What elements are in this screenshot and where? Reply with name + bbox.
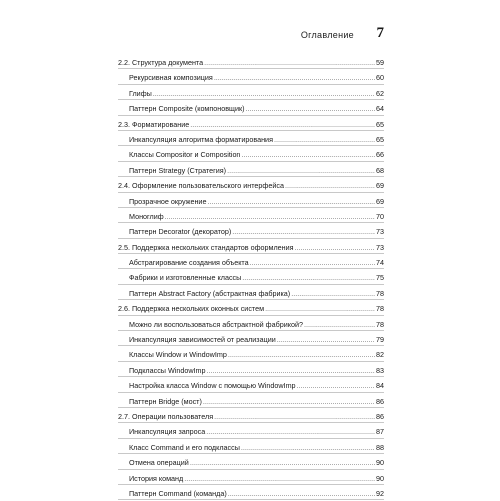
toc-subsection-entry <box>118 486 384 501</box>
toc-entry-title: Настройка класса Window с помощью WindowImp <box>129 381 296 391</box>
toc-subsection-entry <box>118 101 384 116</box>
toc-leader-dots <box>190 117 375 132</box>
toc-entry-title: Прозрачное окружение <box>129 196 207 206</box>
toc-subsection-entry <box>118 163 384 178</box>
toc-entry-page: 68 <box>376 165 384 175</box>
toc-subsection-entry <box>118 86 384 101</box>
toc-entry-title: Фабрики и изготовленные классы <box>129 273 242 283</box>
toc-section-entry <box>118 55 384 70</box>
toc-entry-page: 78 <box>376 319 384 329</box>
toc-entry-title: 2.3. Форматирование <box>118 119 190 129</box>
toc-subsection-entry <box>118 194 384 209</box>
toc-entry-title: Моноглиф <box>129 211 164 221</box>
table-of-contents <box>118 55 384 501</box>
toc-entry-page: 73 <box>376 227 384 237</box>
toc-entry-page: 86 <box>376 411 384 421</box>
toc-entry-page: 65 <box>376 134 384 144</box>
toc-entry-title: Подклассы WindowImp <box>129 365 206 375</box>
toc-leader-dots <box>228 347 375 362</box>
toc-leader-dots <box>246 101 375 116</box>
toc-leader-dots <box>227 163 375 178</box>
toc-leader-dots <box>203 394 375 409</box>
toc-entry-page: 65 <box>376 119 384 129</box>
page-header <box>118 26 384 44</box>
toc-leader-dots <box>214 70 375 85</box>
toc-entry-page: 62 <box>376 88 384 98</box>
toc-entry-title: Паттерн Strategy (Стратегия) <box>129 165 227 175</box>
toc-leader-dots <box>204 55 375 70</box>
toc-subsection-entry <box>118 147 384 162</box>
toc-entry-page: 64 <box>376 104 384 114</box>
toc-section-entry <box>118 301 384 316</box>
toc-entry-title: Абстрагирование создания объекта <box>129 258 249 268</box>
toc-entry-title: Можно ли воспользоваться абстрактной фабрикой? <box>129 319 303 329</box>
toc-leader-dots <box>291 286 375 301</box>
toc-subsection-entry <box>118 255 384 270</box>
toc-leader-dots <box>232 224 375 239</box>
toc-subsection-entry <box>118 363 384 378</box>
toc-entry-title: Инкапсуляция запроса <box>129 427 206 437</box>
page-number: 7 <box>376 25 384 41</box>
toc-subsection-entry <box>118 209 384 224</box>
toc-entry-title: Паттерн Command (команда) <box>129 488 227 498</box>
toc-entry-page: 87 <box>376 427 384 437</box>
toc-entry-page: 59 <box>376 58 384 67</box>
toc-entry-title: Отмена операций <box>129 458 189 468</box>
toc-entry-title: Классы Compositor и Composition <box>129 150 241 160</box>
toc-entry-page: 69 <box>376 196 384 206</box>
toc-entry-title: Паттерн Composite (компоновщик) <box>129 104 245 114</box>
toc-leader-dots <box>184 471 375 486</box>
toc-entry-page: 90 <box>376 473 384 483</box>
toc-entry-page: 75 <box>376 273 384 283</box>
toc-entry-title: Паттерн Abstract Factory (абстрактная фабрика) <box>129 288 291 298</box>
toc-section-entry <box>118 178 384 193</box>
toc-entry-page: 66 <box>376 150 384 160</box>
toc-subsection-entry <box>118 70 384 85</box>
toc-leader-dots <box>228 486 375 501</box>
toc-entry-title: Глифы <box>129 88 152 98</box>
toc-entry-page: 69 <box>376 181 384 191</box>
toc-entry-page: 73 <box>376 242 384 252</box>
toc-entry-page: 82 <box>376 350 384 360</box>
toc-entry-title: История команд <box>129 473 184 483</box>
toc-entry-title: 2.6. Поддержка нескольких оконных систем <box>118 304 265 314</box>
toc-section-entry <box>118 240 384 255</box>
toc-entry-page: 92 <box>376 488 384 498</box>
toc-leader-dots <box>214 409 375 424</box>
toc-subsection-entry <box>118 471 384 486</box>
toc-subsection-entry <box>118 455 384 470</box>
toc-entry-page: 84 <box>376 381 384 391</box>
toc-subsection-entry <box>118 270 384 285</box>
toc-entry-title: 2.4. Оформление пользовательского интерфейса <box>118 181 284 191</box>
toc-leader-dots <box>295 240 375 255</box>
toc-subsection-entry <box>118 394 384 409</box>
toc-subsection-entry <box>118 347 384 362</box>
toc-subsection-entry <box>118 378 384 393</box>
toc-subsection-entry <box>118 317 384 332</box>
toc-entry-page: 90 <box>376 458 384 468</box>
toc-entry-page: 74 <box>376 258 384 268</box>
toc-leader-dots <box>242 270 375 285</box>
toc-entry-title: Паттерн Bridge (мост) <box>129 396 202 406</box>
toc-leader-dots <box>207 363 375 378</box>
toc-leader-dots <box>165 209 375 224</box>
toc-entry-page: 79 <box>376 335 384 345</box>
toc-entry-title: 2.5. Поддержка нескольких стандартов оформления <box>118 242 294 252</box>
toc-leader-dots <box>207 194 375 209</box>
toc-subsection-entry <box>118 286 384 301</box>
toc-entry-page: 86 <box>376 396 384 406</box>
toc-section-entry <box>118 409 384 424</box>
toc-entry-title: 2.2. Структура документа <box>118 58 204 67</box>
toc-entry-page: 83 <box>376 365 384 375</box>
toc-leader-dots <box>285 178 375 193</box>
toc-entry-title: Класс Command и его подклассы <box>129 442 240 452</box>
toc-entry-title: 2.7. Операции пользователя <box>118 411 214 421</box>
toc-entry-title: Инкапсуляция зависимостей от реализации <box>129 335 276 345</box>
toc-entry-page: 60 <box>376 73 384 83</box>
toc-leader-dots <box>206 424 375 439</box>
toc-leader-dots <box>304 317 375 332</box>
toc-subsection-entry <box>118 332 384 347</box>
toc-entry-page: 70 <box>376 211 384 221</box>
toc-entry-title: Паттерн Decorator (декоратор) <box>129 227 232 237</box>
toc-leader-dots <box>190 455 375 470</box>
toc-leader-dots <box>274 132 375 147</box>
toc-leader-dots <box>297 378 375 393</box>
toc-entry-title: Классы Window и WindowImp <box>129 350 227 360</box>
running-title: Оглавление <box>300 30 354 40</box>
toc-leader-dots <box>277 332 375 347</box>
toc-entry-page: 78 <box>376 288 384 298</box>
toc-entry-title: Инкапсуляция алгоритма форматирования <box>129 134 273 144</box>
toc-subsection-entry <box>118 132 384 147</box>
toc-entry-page: 88 <box>376 442 384 452</box>
toc-section-entry <box>118 117 384 132</box>
toc-leader-dots <box>241 147 375 162</box>
toc-leader-dots <box>265 301 375 316</box>
toc-entry-page: 78 <box>376 304 384 314</box>
toc-subsection-entry <box>118 224 384 239</box>
toc-entry-title: Рекурсивная композиция <box>129 73 213 83</box>
toc-leader-dots <box>153 86 375 101</box>
toc-leader-dots <box>250 255 375 270</box>
toc-subsection-entry <box>118 440 384 455</box>
toc-leader-dots <box>241 440 375 455</box>
toc-subsection-entry <box>118 424 384 439</box>
